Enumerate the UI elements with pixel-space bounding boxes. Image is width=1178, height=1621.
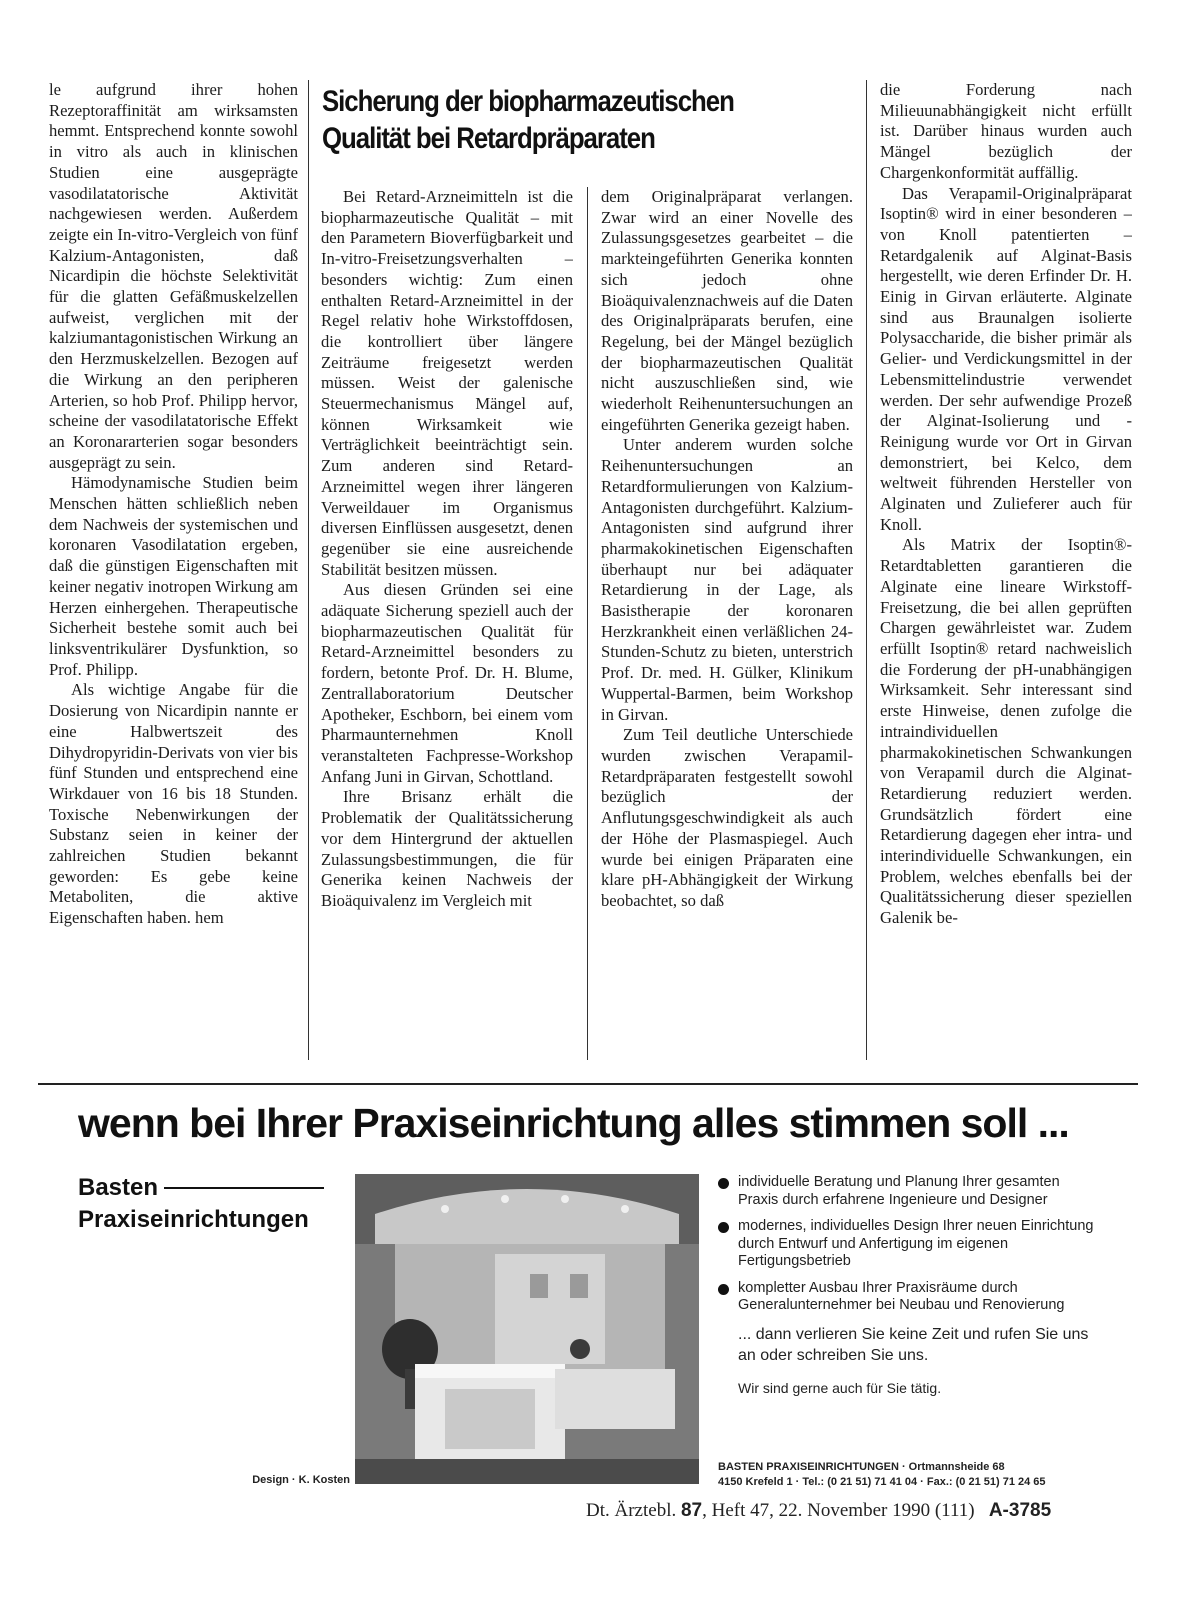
footer-page-number: A-3785 <box>988 1500 1052 1521</box>
ad-design-credit: Design · K. Kosten <box>252 1474 350 1486</box>
column-divider <box>587 187 588 1060</box>
reception-interior-image <box>355 1174 699 1484</box>
footer-volume: 87 <box>680 1500 703 1521</box>
ad-company-name <box>78 1172 358 1236</box>
ad-bullet: individuelle Beratung und Planung Ihrer gesamten Praxis durch erfahrene Ingenieure und Designer <box>718 1174 1098 1209</box>
article-paragraph: Bei Retard-Arzneimitteln ist die biopharmazeutische Qualität – mit den Parametern Bioverfügbarkeit und In-vitro-Freisetzungsverhalten – besonders wichtig: Zum einen enthalten Retard-Arzneimittel in der Regel relativ hohe Wirkstoffdosen, die kontrolliert über längere Zeiträume freigesetzt werden müssen. Weist der galenische Steuermechanismus Mängel auf, können Wirksamkeit wie Verträglichkeit beeinträchtigt sein. Zum anderen sind Retard-Arzneimittel wegen ihrer längeren Verweildauer im Organismus diversen Einflüssen ausgesetzt, denen gegenüber sie eine ausreichende Stabilität besitzen müssen. <box>321 187 573 579</box>
ad-top-rule <box>38 1083 1138 1085</box>
article-paragraph: Als Matrix der Isoptin®-Retardtabletten garantieren die Alginate eine lineare Wirkstoff-Freisetzung, die bei allen geprüften Chargen gewährleistet war. Zudem erfüllt Isoptin® retard nachweislich die Forderung der pH-unabhängigen Wirksamkeit. Sehr interessant sind erste Hinweise, denen zufolge die intraindividuellen pharmakokinetischen Schwankungen von Verapamil durch die Alginat-Retardierung reduziert werden. Grundsätzlich fördert eine Retardierung dagegen eher intra- und interindividuelle Schwankungen, ein Problem, welches ebenfalls bei der Qualitätssicherung dieser speziellen Galenik be- <box>880 535 1132 928</box>
article-headline: Sicherung der biopharmazeutischen Qualität bei Retardpräparaten <box>322 85 734 155</box>
ad-company-line2: Praxiseinrichtungen <box>78 1206 309 1233</box>
ad-closing-text-2: Wir sind gerne auch für Sie tätig. <box>738 1379 942 1396</box>
article-column-1 <box>49 80 298 1080</box>
ad-photo-reception-desk <box>355 1174 699 1484</box>
ad-address-line1: BASTEN PRAXISEINRICHTUNGEN · Ortmannsheide 68 <box>718 1461 1005 1473</box>
article-paragraph: Aus diesen Gründen sei eine adäquate Sicherung speziell auch der biopharmazeutischen Qualität für Retard-Arzneimittel besonders zu fordern, betonte Prof. Dr. H. Blume, Zentrallaboratorium Deutscher Apotheker, Eschborn, bei einem vom Pharmaunternehmen Knoll veranstalteten Fachpresse-Workshop Anfang Juni in Girvan, Schottland. <box>321 580 573 786</box>
article-paragraph: Das Verapamil-Originalpräparat Isoptin® wird in einer besonderen – von Knoll patentierten – Retardgalenik auf Alginat-Basis hergestellt, wie deren Erfinder Dr. H. Einig in Girvan erläuterte. Alginate sind aus Braunalgen isolierte Polysaccharide, die bisher primär als Gelier- und Verdickungsmittel in der Lebensmittelindustrie verwendet werden. Der sehr aufwendige Prozeß der Alginat-Isolierung und -Reinigung wurde vor Ort in Girvan demonstriert, bei Kelco, dem weltweit führenden Hersteller von Alginaten und Zulieferer auch für Knoll. <box>880 183 1132 534</box>
article-paragraph: le aufgrund ihrer hohen Rezeptoraffinität am wirksamsten hemmt. Entsprechend konnte sowohl in vitro als auch in klinischen Studien eine ausgeprägte vasodilatatorische Aktivität nachgewiesen werden. Außerdem zeigte ein In-vitro-Vergleich von fünf Kalzium-Antagonisten, daß Nicardipin die höchste Selektivität für die glatten Gefäßmuskelzellen aufweist, verglichen mit der kalziumantagonistischen Wirkung an den Herzmuskelzellen. Bezogen auf die Wirkung an den peripheren Arterien, so hob Prof. Philipp hervor, scheine der vasodilatatorische Effekt an Koronararterien sogar besonders ausgeprägt zu sein. <box>49 80 298 472</box>
ad-address-line2: 4150 Krefeld 1 · Tel.: (0 21 51) 71 41 04 · Fax.: (0 21 51) 71 24 65 <box>718 1476 1046 1488</box>
footer-issue: , Heft 47, 22. November 1990 (111) <box>702 1500 975 1521</box>
article-paragraph: Als wichtige Angabe für die Dosierung von Nicardipin nannte er eine Halbwertszeit des Dihydropyridin-Derivats von vier bis fünf Stunden und entsprechend eine Wirkdauer von 16 bis 18 Stunden. Toxische Nebenwirkungen der Substanz seien in keiner der zahlreichen Studien bekannt geworden: Es gebe keine Metaboliten, die aktive Eigenschaften haben. hem <box>49 680 298 928</box>
column-divider <box>866 80 867 1060</box>
ad-slogan: wenn bei Ihrer Praxiseinrichtung alles stimmen soll ... <box>78 1100 1069 1146</box>
ad-bullet: modernes, individuelles Design Ihrer neuen Einrichtung durch Entwurf und Anfertigung im eigenen Fertigungsbetrieb <box>718 1218 1098 1271</box>
article-paragraph: dem Originalpräparat verlangen. Zwar wird an einer Novelle des Zulassungsgesetzes gearbeitet – die markteingeführten Generika konnten sich jedoch ohne Bioäquivalenznachweis auf die Daten des Originalpräparats berufen, eine Regelung, bei der Mängel bezüglich der biopharmazeutischen Qualität nicht auszuschließen sind, wie wiederholt Reihenuntersuchungen an eingeführten Generika gezeigt haben. <box>601 187 853 434</box>
page-footer <box>586 1500 1146 1522</box>
article-paragraph: Zum Teil deutliche Unterschiede wurden zwischen Verapamil-Retardpräparaten festgestellt sowohl bezüglich der Anflutungsgeschwindigkeit als auch der Höhe der Plasmaspiegel. Auch wurde bei einigen Präparaten eine klare pH-Abhängigkeit der Wirkung beobachtet, so daß <box>601 725 853 910</box>
article-paragraph: Ihre Brisanz erhält die Problematik der Qualitätssicherung vor dem Hintergrund der aktuellen Zulassungsbestimmungen, die für Generika keinen Nachweis der Bioäquivalenz im Vergleich mit <box>321 787 573 910</box>
ad-closing-text: ... dann verlieren Sie keine Zeit und rufen Sie uns an oder schreiben Sie uns. <box>738 1325 1089 1364</box>
bullet-dot-icon <box>718 1178 729 1189</box>
ad-address <box>718 1460 1138 1490</box>
column-divider <box>308 80 309 1060</box>
bullet-dot-icon <box>718 1284 729 1295</box>
footer-journal: Dt. Ärztebl. <box>586 1500 677 1521</box>
article-column-2 <box>321 187 573 1080</box>
article-column-4 <box>880 80 1132 1080</box>
ad-bullet-list <box>718 1174 1098 1397</box>
bullet-dot-icon <box>718 1222 729 1233</box>
article-column-3 <box>601 187 853 1080</box>
article-paragraph: die Forderung nach Milieuunabhängigkeit nicht erfüllt ist. Darüber hinaus wurden auch Mängel bezüglich der Chargenkonformität auffällig. <box>880 80 1132 182</box>
ad-bullet: kompletter Ausbau Ihrer Praxisräume durch Generalunternehmer bei Neubau und Renovierung <box>718 1280 1098 1315</box>
article-paragraph: Unter anderem wurden solche Reihenuntersuchungen an Retardformulierungen von Kalzium-Antagonisten durchgeführt. Kalzium-Antagonisten sind aufgrund ihrer pharmakokinetischen Eigenschaften überhaupt nur bei adäquater Retardierung in der Lage, als Basistherapie der koronaren Herzkrankheit einen verläßlichen 24-Stunden-Schutz zu bieten, unterstrich Prof. Dr. med. H. Gülker, Klinikum Wuppertal-Barmen, beim Workshop in Girvan. <box>601 435 853 724</box>
ad-company-line1: Basten <box>78 1174 159 1201</box>
article-paragraph: Hämodynamische Studien beim Menschen hätten schließlich neben dem Nachweis der systemischen und koronaren Vasodilatation ergeben, daß die günstigen Eigenschaften mit keiner negativ inotropen Wirkung am Herzen einhergehen. Therapeutische Sicherheit bestehe somit auch bei linksventrikulärer Dysfunktion, so Prof. Philipp. <box>49 473 298 679</box>
ad-company-underline <box>164 1187 324 1189</box>
